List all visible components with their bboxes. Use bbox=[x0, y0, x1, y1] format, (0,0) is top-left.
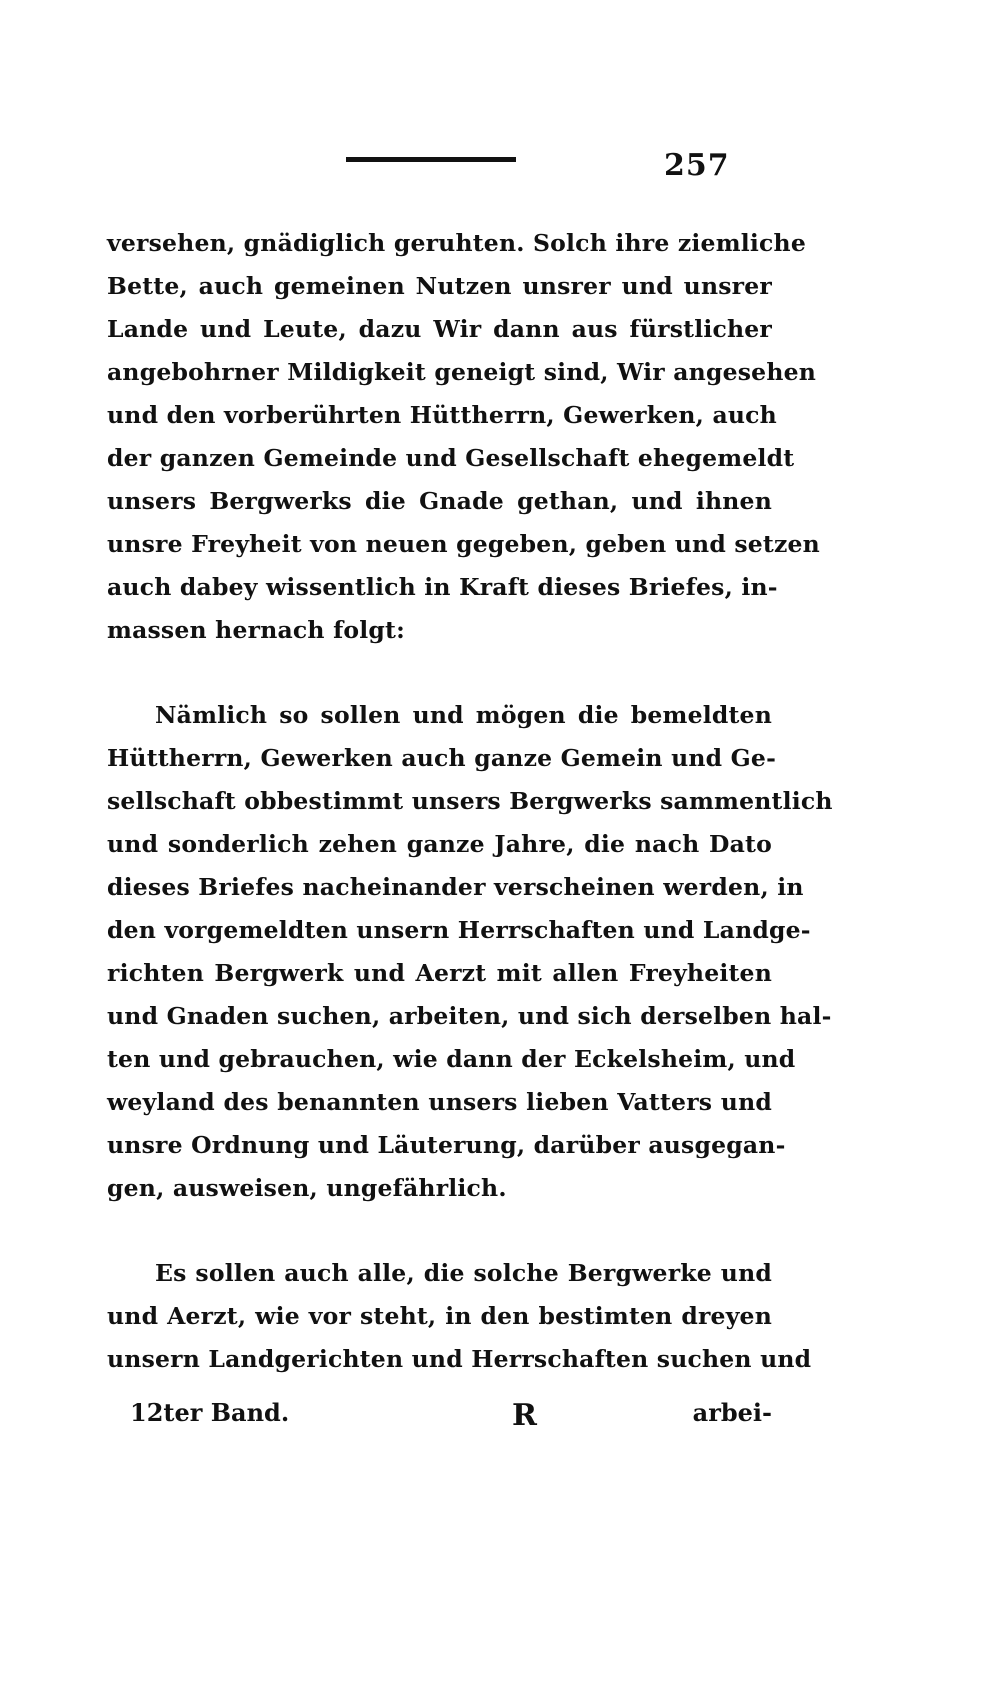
volume-signature: 12ter Band. bbox=[130, 1398, 290, 1427]
text-line: Hüttherrn, Gewerken auch ganze Gemein und Ge- bbox=[107, 744, 777, 772]
text-line: massen hernach folgt: bbox=[107, 616, 405, 644]
text-line: richten Bergwerk und Aerzt mit allen Freyheiten bbox=[107, 959, 772, 987]
text-line: gen, ausweisen, ungefährlich. bbox=[107, 1174, 507, 1202]
header-rule bbox=[346, 157, 516, 162]
text-line: den vorgemeldten unsern Herrschaften und Landge- bbox=[107, 916, 811, 944]
catchword: arbei- bbox=[692, 1398, 772, 1427]
page-footer bbox=[130, 1398, 772, 1438]
text-line: Lande und Leute, dazu Wir dann aus fürstlicher bbox=[107, 315, 772, 343]
text-line: und sonderlich zehen ganze Jahre, die nach Dato bbox=[107, 830, 772, 858]
text-line: unsre Ordnung und Läuterung, darüber ausgegan- bbox=[107, 1131, 786, 1159]
page-number: 257 bbox=[664, 148, 730, 183]
text-line: Es sollen auch alle, die solche Bergwerke und bbox=[155, 1259, 772, 1287]
text-line: versehen, gnädiglich geruhten. Solch ihre ziemliche bbox=[107, 229, 806, 257]
text-line: unsre Freyheit von neuen gegeben, geben und setzen bbox=[107, 530, 820, 558]
text-line: Bette, auch gemeinen Nutzen unsrer und unsrer bbox=[107, 272, 772, 300]
text-line: weyland des benannten unsers lieben Vatters und bbox=[107, 1088, 772, 1116]
text-line: unsers Bergwerks die Gnade gethan, und ihnen bbox=[107, 487, 772, 515]
paragraph-gap bbox=[107, 1210, 772, 1252]
text-line: und Aerzt, wie vor steht, in den bestimten dreyen bbox=[107, 1302, 772, 1330]
body-text bbox=[107, 222, 833, 1381]
text-line: und den vorberührten Hüttherrn, Gewerken, auch bbox=[107, 401, 777, 429]
paragraph-gap bbox=[107, 652, 772, 694]
text-line: Nämlich so sollen und mögen die bemeldten bbox=[155, 701, 772, 729]
text-line: dieses Briefes nacheinander verscheinen werden, in bbox=[107, 873, 804, 901]
text-line: sellschaft obbestimmt unsers Bergwerks sammentlich bbox=[107, 787, 833, 815]
text-line: der ganzen Gemeinde und Gesellschaft ehegemeldt bbox=[107, 444, 795, 472]
text-line: angebohrner Mildigkeit geneigt sind, Wir angesehen bbox=[107, 358, 817, 386]
text-line: und Gnaden suchen, arbeiten, und sich derselben hal- bbox=[107, 1002, 832, 1030]
sheet-signature-mark: R bbox=[512, 1398, 537, 1433]
text-line: auch dabey wissentlich in Kraft dieses Briefes, in- bbox=[107, 573, 778, 601]
text-line: unsern Landgerichten und Herrschaften suchen und bbox=[107, 1345, 812, 1373]
text-line: ten und gebrauchen, wie dann der Eckelsheim, und bbox=[107, 1045, 796, 1073]
